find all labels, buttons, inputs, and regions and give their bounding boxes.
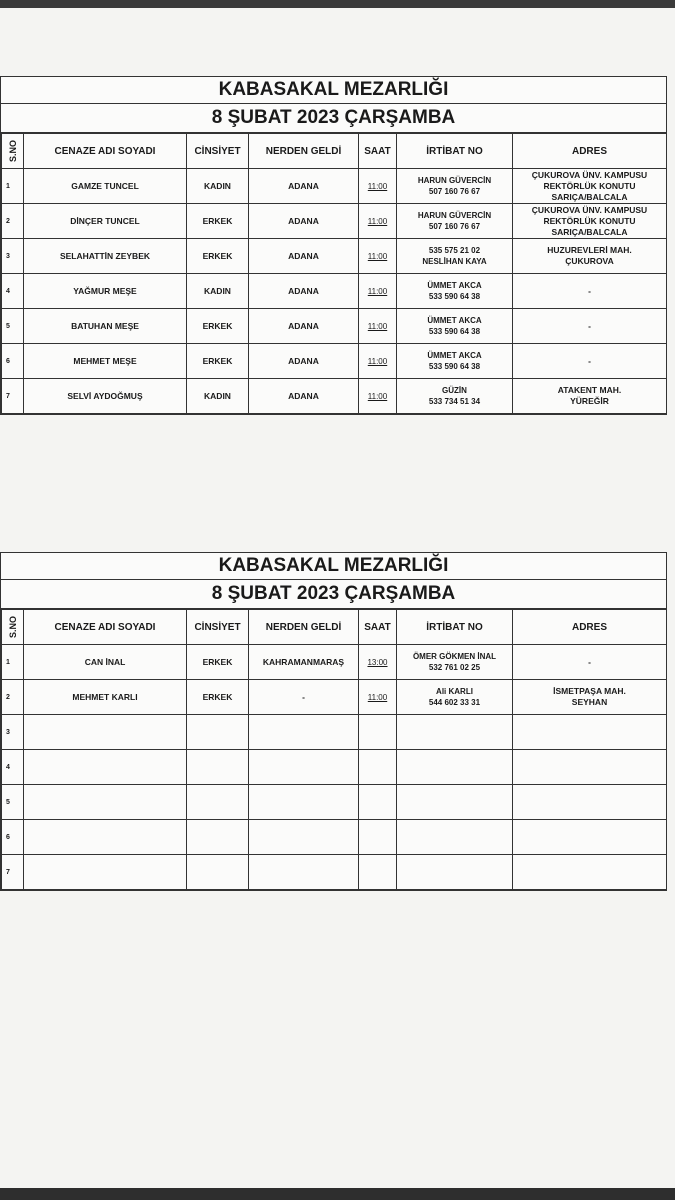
address-cell-line: SEYHAN <box>571 697 608 707</box>
row-number: 2 <box>2 204 24 239</box>
origin-cell <box>249 855 359 890</box>
deceased-name <box>24 715 187 750</box>
gender-cell: KADIN <box>187 169 249 204</box>
contact-cell <box>397 820 513 855</box>
address-cell <box>513 750 667 785</box>
contact-cell <box>397 680 513 715</box>
contact-cell <box>397 750 513 785</box>
table-row <box>2 344 667 379</box>
row-number: 5 <box>2 309 24 344</box>
time-cell: 11:00 <box>359 379 397 414</box>
deceased-name: MEHMET KARLI <box>24 680 187 715</box>
sheet-date: 8 ŞUBAT 2023 ÇARŞAMBA <box>1 104 666 133</box>
gender-cell: ERKEK <box>187 239 249 274</box>
deceased-name: YAĞMUR MEŞE <box>24 274 187 309</box>
table-row <box>2 309 667 344</box>
deceased-name: GAMZE TUNCEL <box>24 169 187 204</box>
origin-cell: ADANA <box>249 239 359 274</box>
cemetery-title: KABASAKAL MEZARLIĞI <box>1 77 666 104</box>
deceased-name <box>24 750 187 785</box>
row-number: 7 <box>2 855 24 890</box>
contact-cell-line: 532 761 02 25 <box>428 663 481 672</box>
table-header-row <box>2 610 667 645</box>
table-row <box>2 274 667 309</box>
column-header-name: CENAZE ADI SOYADI <box>24 610 187 645</box>
address-cell <box>513 379 667 414</box>
address-cell <box>513 204 667 239</box>
address-cell <box>513 855 667 890</box>
table-row <box>2 204 667 239</box>
table-row <box>2 379 667 414</box>
contact-cell <box>397 645 513 680</box>
row-number: 3 <box>2 715 24 750</box>
address-cell <box>513 820 667 855</box>
contact-cell-line: 533 590 64 38 <box>428 362 481 371</box>
origin-cell <box>249 715 359 750</box>
address-cell <box>513 169 667 204</box>
contact-cell-line: 533 734 51 34 <box>428 397 481 406</box>
address-cell <box>513 680 667 715</box>
time-cell: 11:00 <box>359 204 397 239</box>
gender-cell: ERKEK <box>187 680 249 715</box>
contact-cell-line: NESLİHAN KAYA <box>422 257 487 266</box>
column-header-from: NERDEN GELDİ <box>249 610 359 645</box>
burial-sheet-1 <box>0 76 667 415</box>
address-cell-line: - <box>588 355 591 366</box>
time-cell <box>359 715 397 750</box>
deceased-name: DİNÇER TUNCEL <box>24 204 187 239</box>
origin-cell: - <box>249 680 359 715</box>
gender-cell: KADIN <box>187 379 249 414</box>
gender-cell <box>187 750 249 785</box>
deceased-name: SELVİ AYDOĞMUŞ <box>24 379 187 414</box>
origin-cell: ADANA <box>249 379 359 414</box>
origin-cell <box>249 785 359 820</box>
table-row <box>2 750 667 785</box>
origin-cell: KAHRAMANMARAŞ <box>249 645 359 680</box>
contact-cell-line: 544 602 33 31 <box>428 698 481 707</box>
column-header-sno: S.NO <box>2 610 24 645</box>
contact-cell-line: HARUN GÜVERCİN <box>417 176 492 185</box>
origin-cell: ADANA <box>249 274 359 309</box>
table-row <box>2 169 667 204</box>
time-cell: 11:00 <box>359 239 397 274</box>
contact-cell-line: 507 160 76 67 <box>428 187 481 196</box>
time-cell: 11:00 <box>359 680 397 715</box>
address-cell-line: SARIÇA/BALCALA <box>551 191 628 202</box>
table-body <box>2 645 667 890</box>
origin-cell: ADANA <box>249 344 359 379</box>
column-header-address: ADRES <box>513 610 667 645</box>
time-cell <box>359 855 397 890</box>
address-cell-line: REKTÖRLÜK KONUTU <box>543 180 636 191</box>
address-cell <box>513 645 667 680</box>
deceased-name: BATUHAN MEŞE <box>24 309 187 344</box>
contact-cell <box>397 274 513 309</box>
sheet-date: 8 ŞUBAT 2023 ÇARŞAMBA <box>1 580 666 609</box>
gender-cell: KADIN <box>187 274 249 309</box>
row-number: 3 <box>2 239 24 274</box>
contact-cell-line: ÜMMET AKCA <box>427 316 482 325</box>
address-cell-line: REKTÖRLÜK KONUTU <box>543 215 636 226</box>
row-number: 7 <box>2 379 24 414</box>
contact-cell <box>397 379 513 414</box>
table-row <box>2 680 667 715</box>
column-header-sno: S.NO <box>2 134 24 169</box>
address-cell <box>513 274 667 309</box>
contact-cell-line: 533 590 64 38 <box>428 327 481 336</box>
contact-cell <box>397 309 513 344</box>
address-cell-line: ATAKENT MAH. <box>557 385 622 395</box>
contact-cell <box>397 785 513 820</box>
contact-cell-line: ÜMMET AKCA <box>427 281 482 290</box>
table-row <box>2 855 667 890</box>
table-row <box>2 715 667 750</box>
table-row <box>2 645 667 680</box>
contact-cell-line: 533 590 64 38 <box>428 292 481 301</box>
contact-cell-line: ÖMER GÖKMEN İNAL <box>412 652 497 661</box>
time-cell: 11:00 <box>359 169 397 204</box>
time-cell <box>359 820 397 855</box>
origin-cell <box>249 750 359 785</box>
cemetery-title: KABASAKAL MEZARLIĞI <box>1 553 666 580</box>
gender-cell <box>187 820 249 855</box>
contact-cell <box>397 855 513 890</box>
row-number: 1 <box>2 169 24 204</box>
contact-cell-line: 507 160 76 67 <box>428 222 481 231</box>
photo-top-edge <box>0 0 675 8</box>
deceased-name: SELAHATTİN ZEYBEK <box>24 239 187 274</box>
contact-cell <box>397 204 513 239</box>
origin-cell: ADANA <box>249 309 359 344</box>
contact-cell <box>397 239 513 274</box>
row-number: 6 <box>2 344 24 379</box>
burial-table <box>1 609 667 890</box>
column-header-address: ADRES <box>513 134 667 169</box>
column-header-contact: İRTİBAT NO <box>397 610 513 645</box>
address-cell-line: İSMETPAŞA MAH. <box>553 686 626 696</box>
time-cell: 13:00 <box>359 645 397 680</box>
contact-cell-line: GÜZİN <box>442 386 467 395</box>
time-cell: 11:00 <box>359 274 397 309</box>
table-header-row <box>2 134 667 169</box>
gender-cell <box>187 715 249 750</box>
address-cell <box>513 344 667 379</box>
table-row <box>2 820 667 855</box>
row-number: 4 <box>2 274 24 309</box>
gender-cell: ERKEK <box>187 204 249 239</box>
address-cell-line: SARIÇA/BALCALA <box>551 226 628 237</box>
address-cell <box>513 715 667 750</box>
gender-cell <box>187 855 249 890</box>
row-number: 1 <box>2 645 24 680</box>
row-number: 5 <box>2 785 24 820</box>
column-header-gender: CİNSİYET <box>187 610 249 645</box>
time-cell: 11:00 <box>359 344 397 379</box>
origin-cell: ADANA <box>249 204 359 239</box>
address-cell-line: ÇUKUROVA ÜNV. KAMPUSU <box>531 204 648 215</box>
column-header-from: NERDEN GELDİ <box>249 134 359 169</box>
contact-cell-line: HARUN GÜVERCİN <box>417 211 492 220</box>
table-row <box>2 239 667 274</box>
burial-table <box>1 133 667 414</box>
address-cell <box>513 239 667 274</box>
column-header-time: SAAT <box>359 610 397 645</box>
deceased-name <box>24 785 187 820</box>
address-cell <box>513 309 667 344</box>
origin-cell <box>249 820 359 855</box>
table-body <box>2 169 667 414</box>
contact-cell <box>397 344 513 379</box>
address-cell-line: - <box>588 320 591 331</box>
column-header-time: SAAT <box>359 134 397 169</box>
gender-cell: ERKEK <box>187 309 249 344</box>
burial-sheet-2 <box>0 552 667 891</box>
table-row <box>2 785 667 820</box>
gender-cell <box>187 785 249 820</box>
time-cell <box>359 785 397 820</box>
row-number: 2 <box>2 680 24 715</box>
deceased-name: MEHMET MEŞE <box>24 344 187 379</box>
contact-cell <box>397 715 513 750</box>
address-cell-line: - <box>588 285 591 296</box>
gender-cell: ERKEK <box>187 645 249 680</box>
address-cell-line: ÇUKUROVA ÜNV. KAMPUSU <box>531 169 648 180</box>
contact-cell-line: 535 575 21 02 <box>428 246 481 255</box>
deceased-name: CAN İNAL <box>24 645 187 680</box>
address-cell-line: YÜREĞİR <box>570 396 609 406</box>
gender-cell: ERKEK <box>187 344 249 379</box>
address-cell-line: ÇUKUROVA <box>565 256 614 266</box>
column-header-name: CENAZE ADI SOYADI <box>24 134 187 169</box>
row-number: 6 <box>2 820 24 855</box>
photo-bottom-edge <box>0 1188 675 1200</box>
time-cell <box>359 750 397 785</box>
time-cell: 11:00 <box>359 309 397 344</box>
origin-cell: ADANA <box>249 169 359 204</box>
deceased-name <box>24 820 187 855</box>
column-header-contact: İRTİBAT NO <box>397 134 513 169</box>
row-number: 4 <box>2 750 24 785</box>
column-header-gender: CİNSİYET <box>187 134 249 169</box>
address-cell-line: - <box>588 656 591 667</box>
deceased-name <box>24 855 187 890</box>
address-cell <box>513 785 667 820</box>
contact-cell <box>397 169 513 204</box>
contact-cell-line: ÜMMET AKCA <box>427 351 482 360</box>
contact-cell-line: Ali KARLI <box>436 687 473 696</box>
address-cell-line: HUZUREVLERİ MAH. <box>547 245 632 255</box>
